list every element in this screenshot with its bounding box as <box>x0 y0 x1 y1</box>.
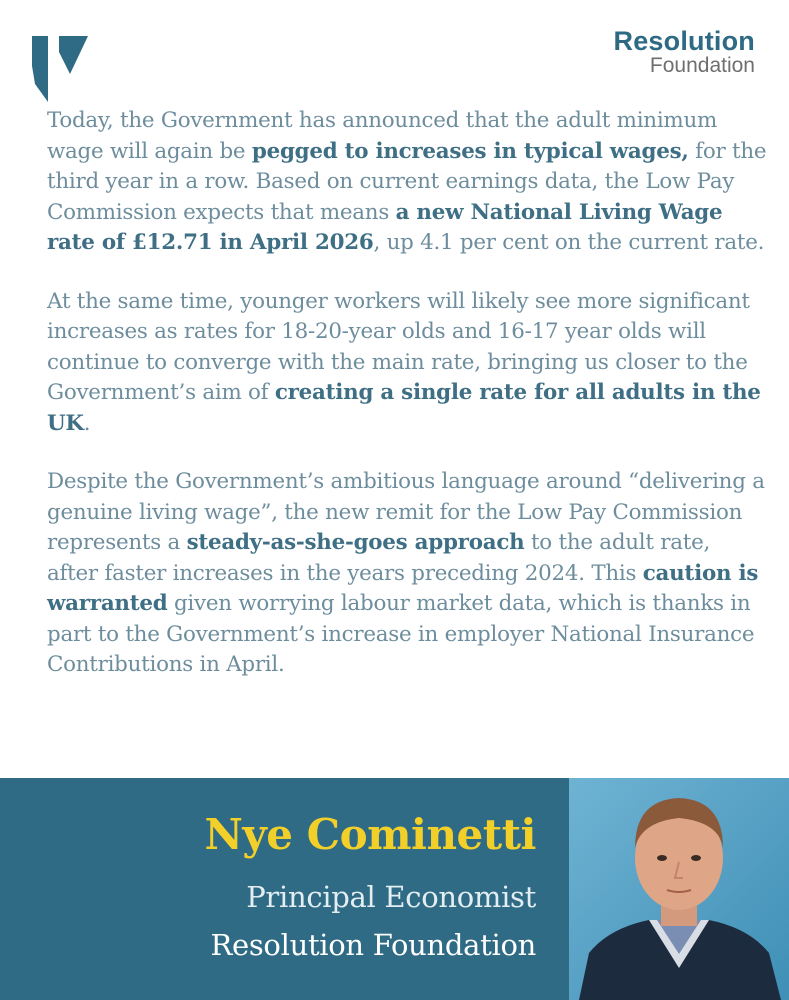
emphasis-text: steady-as-she-goes approach <box>186 530 525 555</box>
resolution-foundation-logo <box>495 26 755 77</box>
quote-mark-icon <box>32 36 88 102</box>
quote-paragraph-3 <box>47 467 767 681</box>
author-photo <box>569 778 789 1000</box>
emphasis-text: a new National Living Wage rate of £12.71 in April 2026 <box>47 199 723 255</box>
body-text-segment: for the third year in a row. Based on current earnings data, the Low Pay Commission expects that means <box>47 138 767 225</box>
emphasis-text: pegged to increases in typical wages, <box>251 138 689 164</box>
body-text-segment: to the adult rate, after faster increases in the years preceding 2024. This <box>47 530 711 586</box>
body-text-segment: . <box>83 410 91 436</box>
body-text-segment: Despite the Government’s ambitious language around “delivering a genuine living wage”, the new remit for the Low Pay Commission represents a <box>47 469 765 555</box>
emphasis-text: caution is warranted <box>47 560 759 616</box>
author-organisation: Resolution Foundation <box>210 928 536 962</box>
body-text-segment: , up 4.1 per cent on the current rate. <box>373 230 765 255</box>
emphasis-text: creating a single rate for all adults in the UK <box>47 380 761 436</box>
logo-wordmark-top: Resolution <box>613 26 755 56</box>
quote-paragraph-2 <box>47 287 767 440</box>
body-text-segment: At the same time, younger workers will likely see more significant increases as rates for 18-20-year olds and 16-17 year olds will continue to converge with the main rate, bringing us closer to the Government’s aim of <box>47 288 750 405</box>
logo-wordmark-bottom: Foundation <box>649 54 755 77</box>
body-text-segment: Today, the Government has announced that the adult minimum wage will again be <box>47 108 717 164</box>
quote-body <box>47 106 767 709</box>
body-text-segment: given worrying labour market data, which is thanks in part to the Government’s increase in employer National Insurance Contributions in April. <box>47 591 755 677</box>
author-name: Nye Cominetti <box>204 810 536 859</box>
quote-paragraph-1 <box>47 106 767 259</box>
author-role: Principal Economist <box>246 880 536 914</box>
